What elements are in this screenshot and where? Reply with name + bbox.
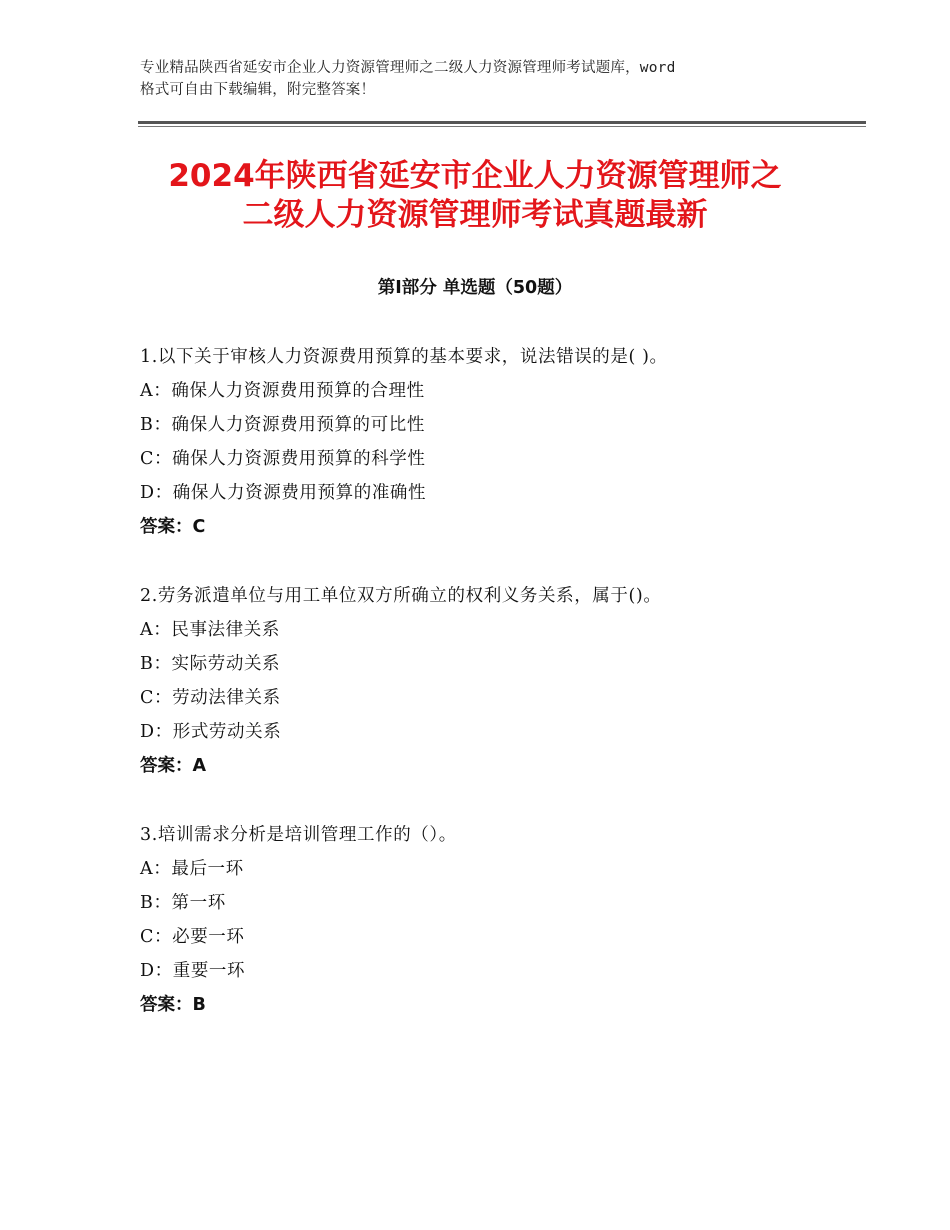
question-stem: 1.以下关于审核人力资源费用预算的基本要求，说法错误的是( )。: [140, 347, 668, 367]
header-note-line-1: 专业精品陕西省延安市企业人力资源管理师之二级人力资源管理师考试题库，word: [140, 60, 676, 76]
answer: 答案：A: [140, 756, 207, 776]
question-2: [140, 579, 860, 783]
document-title-line-1: 2024年陕西省延安市企业人力资源管理师之: [168, 158, 782, 194]
option-b: B：确保人力资源费用预算的可比性: [140, 415, 425, 435]
option-b: B：实际劳动关系: [140, 654, 281, 674]
document-title: [100, 157, 850, 235]
header-divider-thin: [138, 126, 866, 127]
option-c: C：必要一环: [140, 927, 245, 947]
section-heading: 第Ⅰ部分 单选题（50题）: [377, 278, 573, 298]
question-3: [140, 818, 860, 1022]
answer: 答案：B: [140, 995, 206, 1015]
option-d: D：确保人力资源费用预算的准确性: [140, 483, 427, 503]
option-c: C：确保人力资源费用预算的科学性: [140, 449, 426, 469]
option-d: D：重要一环: [140, 961, 246, 981]
header-divider-thick: [138, 121, 866, 124]
header-note-line-2: 格式可自由下载编辑，附完整答案！: [140, 82, 376, 98]
option-c: C：劳动法律关系: [140, 688, 281, 708]
option-a: A：民事法律关系: [140, 620, 280, 640]
option-a: A：最后一环: [140, 859, 244, 879]
option-b: B：第一环: [140, 893, 226, 913]
header-note: [140, 57, 830, 101]
option-a: A：确保人力资源费用预算的合理性: [140, 381, 425, 401]
option-d: D：形式劳动关系: [140, 722, 282, 742]
answer: 答案：C: [140, 517, 206, 537]
question-1: [140, 340, 860, 544]
question-stem: 3.培训需求分析是培训管理工作的（）。: [140, 825, 457, 845]
document-title-line-2: 二级人力资源管理师考试真题最新: [242, 197, 708, 233]
question-stem: 2.劳务派遣单位与用工单位双方所确立的权利义务关系，属于()。: [140, 586, 662, 606]
